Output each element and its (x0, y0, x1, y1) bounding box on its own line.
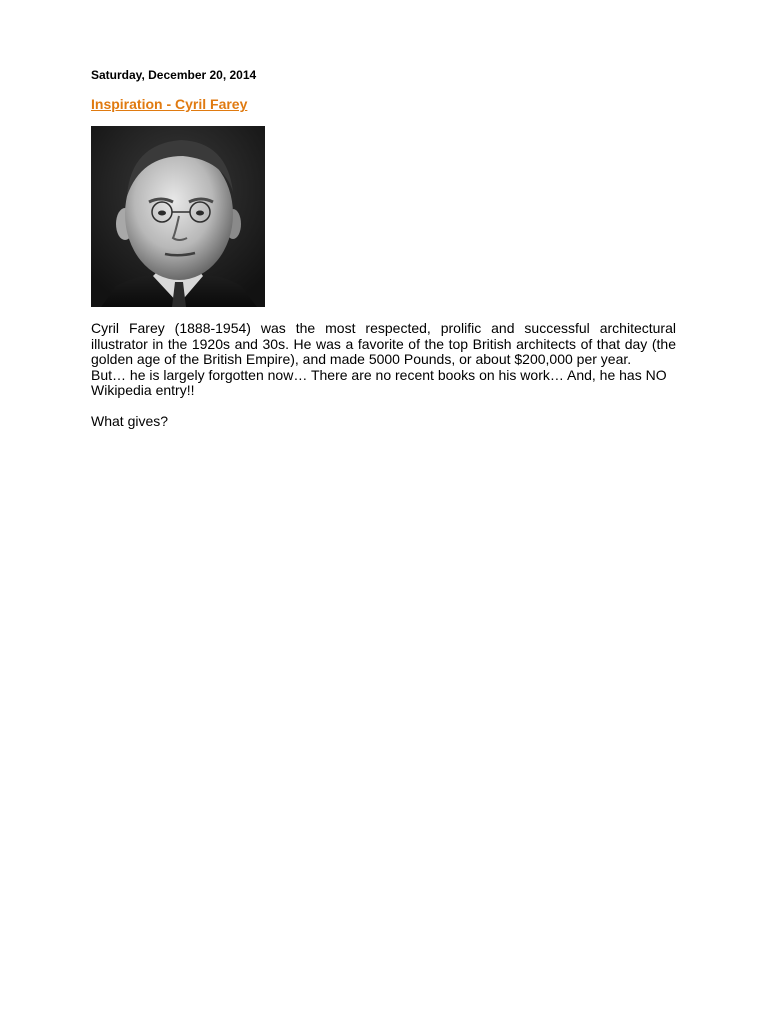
blog-post (91, 68, 676, 430)
post-title-link[interactable]: Inspiration - Cyril Farey (91, 96, 248, 112)
paragraph-spacer (91, 399, 676, 415)
post-title (91, 96, 676, 112)
post-paragraph: Cyril Farey (1888-1954) was the most respected, prolific and successful architectural illustrator in the 1920s and 30s. He was a favorite of the top British architects of that day (the golden age of the British Empire), and made 5000 Pounds, or about $200,000 per year. (91, 320, 676, 367)
post-paragraph: What gives? (91, 413, 169, 429)
post-body (91, 321, 676, 430)
portrait-photo[interactable] (91, 126, 265, 307)
date-header: Saturday, December 20, 2014 (91, 68, 257, 82)
post-paragraph: But… he is largely forgotten now… There are no recent books on his work… And, he has NO Wikipedia entry!! (91, 366, 667, 398)
